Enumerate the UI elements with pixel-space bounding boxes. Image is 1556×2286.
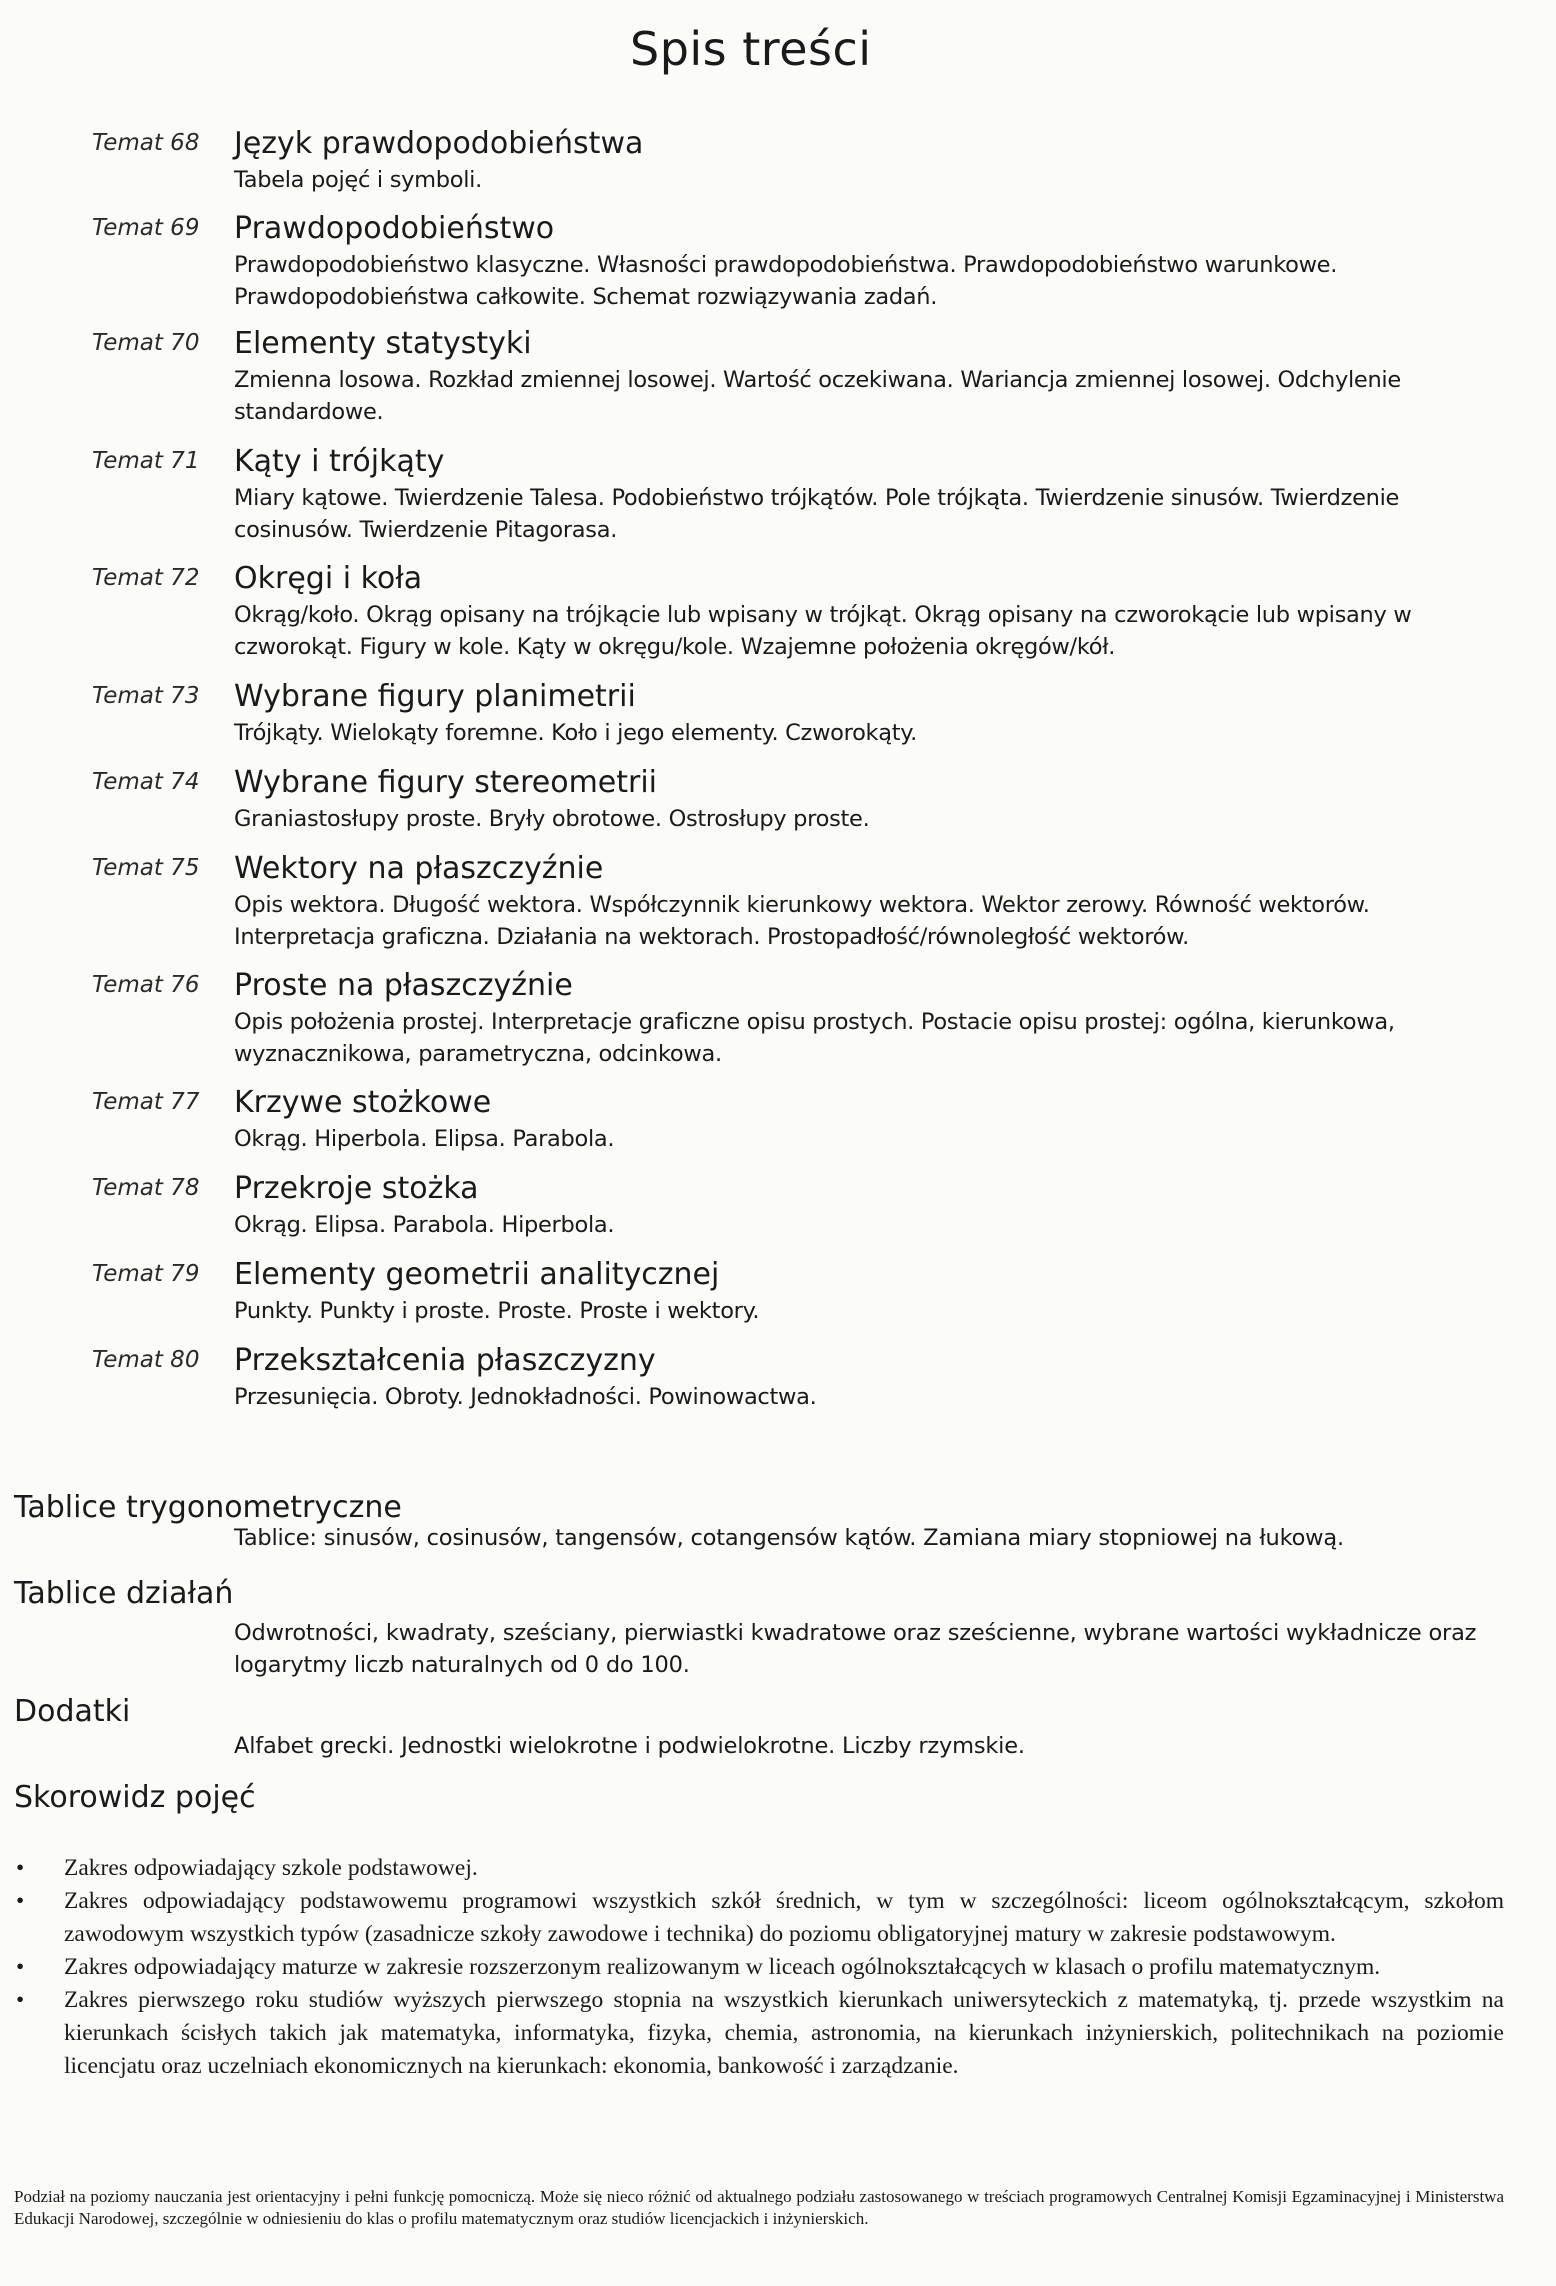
topic-number: Temat 78	[92, 1175, 200, 1201]
topic-description: Okrąg/koło. Okrąg opisany na trójkącie lub wpisany w trójkąt. Okrąg opisany na czworokącie lub wpisany w czworokąt. Figury w kole. Kąty w okręgu/kole. Wzajemne położenia okręgów/kół.	[234, 602, 1412, 660]
appendix-description: Alfabet grecki. Jednostki wielokrotne i podwielokrotne. Liczby rzymskie.	[234, 1733, 1025, 1759]
bullet-icon: •	[16, 1855, 25, 1881]
appendix-description: Odwrotności, kwadraty, sześciany, pierwiastki kwadratowe oraz sześcienne, wybrane wartości wykładnicze oraz logarytmy liczb naturalnych od 0 do 100.	[234, 1620, 1477, 1678]
topic-name: Wybrane figury stereometrii	[234, 765, 658, 800]
legend-item	[14, 1984, 1504, 2083]
topic-description: Opis położenia prostej. Interpretacje graficzne opisu prostych. Postacie opisu prostej: ogólna, kierunkowa, wyznacznikowa, parametryczna, odcinkowa.	[234, 1009, 1395, 1067]
topic-name: Prawdopodobieństwo	[234, 211, 555, 246]
appendix-title: Dodatki	[14, 1694, 131, 1729]
legend-item	[14, 1852, 1504, 1885]
legend-item	[14, 1951, 1504, 1984]
topic-description: Tabela pojęć i symboli.	[234, 167, 482, 193]
bullet-icon: •	[16, 1888, 25, 1914]
legend-item	[14, 1885, 1504, 1951]
topic-name: Elementy statystyki	[234, 326, 532, 361]
legend-text: Zakres odpowiadający maturze w zakresie rozszerzonym realizowanym w liceach ogólnokształcących w klasach o profilu matematycznym.	[64, 1954, 1381, 1980]
topic-number: Temat 68	[92, 130, 200, 156]
level-legend	[14, 1852, 1504, 2083]
topic-name: Wektory na płaszczyźnie	[234, 851, 604, 886]
legend-text: Zakres odpowiadający podstawowemu programowi wszystkich szkół średnich, w tym w szczególności: liceom ogólnokształcącym, szkołom zawodowym wszystkich typów (zasadnicze szkoły zawodowe i technika) do poziomu obligatoryjnej matury w zakresie podstawowym.	[64, 1888, 1504, 1947]
topic-number: Temat 75	[92, 855, 200, 881]
topic-name: Wybrane figury planimetrii	[234, 679, 636, 714]
topic-description: Zmienna losowa. Rozkład zmiennej losowej. Wartość oczekiwana. Wariancja zmiennej losowej. Odchylenie standardowe.	[234, 367, 1401, 425]
topic-description: Punkty. Punkty i proste. Proste. Proste i wektory.	[234, 1298, 760, 1324]
topic-description: Okrąg. Elipsa. Parabola. Hiperbola.	[234, 1212, 615, 1238]
topic-number: Temat 76	[92, 972, 200, 998]
topic-number: Temat 72	[92, 565, 200, 591]
topic-name: Przekształcenia płaszczyzny	[234, 1343, 656, 1378]
topic-number: Temat 74	[92, 769, 200, 795]
page-title: Spis treści	[630, 22, 872, 76]
topic-name: Elementy geometrii analitycznej	[234, 1257, 720, 1292]
topic-number: Temat 69	[92, 215, 200, 241]
legend-text: Zakres odpowiadający szkole podstawowej.	[64, 1855, 478, 1881]
topic-name: Krzywe stożkowe	[234, 1085, 492, 1120]
footnote: Podział na poziomy nauczania jest orientacyjny i pełni funkcję pomocniczą. Może się nieco różnić od aktualnego podziału zastosowanego w treściach programowych Centralnej Komisji Egzaminacyjnej i Ministerstwa Edukacji Narodowej, szczególnie w odniesieniu do klas o profilu matematycznym oraz studiów licencjackich i inżynierskich.	[14, 2187, 1504, 2228]
topic-description: Miary kątowe. Twierdzenie Talesa. Podobieństwo trójkątów. Pole trójkąta. Twierdzenie sinusów. Twierdzenie cosinusów. Twierdzenie Pitagorasa.	[234, 485, 1400, 543]
topic-description: Prawdopodobieństwo klasyczne. Własności prawdopodobieństwa. Prawdopodobieństwo warunkowe. Prawdopodobieństwa całkowite. Schemat rozwiązywania zadań.	[234, 252, 1338, 310]
topic-name: Proste na płaszczyźnie	[234, 968, 573, 1003]
topic-description: Przesunięcia. Obroty. Jednokładności. Powinowactwa.	[234, 1384, 817, 1410]
topic-name: Okręgi i koła	[234, 561, 423, 596]
topic-number: Temat 80	[92, 1347, 200, 1373]
topic-number: Temat 79	[92, 1261, 200, 1287]
topic-number: Temat 70	[92, 330, 200, 356]
topic-name: Język prawdopodobieństwa	[234, 126, 644, 161]
topic-number: Temat 73	[92, 683, 200, 709]
legend-text: Zakres pierwszego roku studiów wyższych pierwszego stopnia na wszystkich kierunkach uniwersyteckich z matematyką, tj. przede wszystkim na kierunkach ścisłych takich jak matematyka, informatyka, fizyka, chemia, astronomia, na kierunkach inżynierskich, politechnikach na poziomie licencjatu oraz uczelniach ekonomicznych na kierunkach: ekonomia, bankowość i zarządzanie.	[64, 1987, 1504, 2079]
topic-description: Okrąg. Hiperbola. Elipsa. Parabola.	[234, 1126, 615, 1152]
topic-description: Trójkąty. Wielokąty foremne. Koło i jego elementy. Czworokąty.	[234, 720, 917, 746]
topic-number: Temat 71	[92, 448, 200, 474]
bullet-icon: •	[16, 1987, 25, 2013]
appendix-description: Tablice: sinusów, cosinusów, tangensów, cotangensów kątów. Zamiana miary stopniowej na łukową.	[234, 1525, 1344, 1551]
appendix-title: Tablice trygonometryczne	[14, 1490, 402, 1525]
topic-number: Temat 77	[92, 1089, 200, 1115]
appendix-title: Skorowidz pojęć	[14, 1780, 256, 1815]
topic-name: Przekroje stożka	[234, 1171, 479, 1206]
topic-description: Graniastosłupy proste. Bryły obrotowe. Ostrosłupy proste.	[234, 806, 870, 832]
appendix-title: Tablice działań	[14, 1576, 234, 1611]
bullet-icon: •	[16, 1954, 25, 1980]
topic-name: Kąty i trójkąty	[234, 444, 445, 479]
topic-description: Opis wektora. Długość wektora. Współczynnik kierunkowy wektora. Wektor zerowy. Równość wektorów. Interpretacja graficzna. Działania na wektorach. Prostopadłość/równoległość wektorów.	[234, 892, 1370, 950]
